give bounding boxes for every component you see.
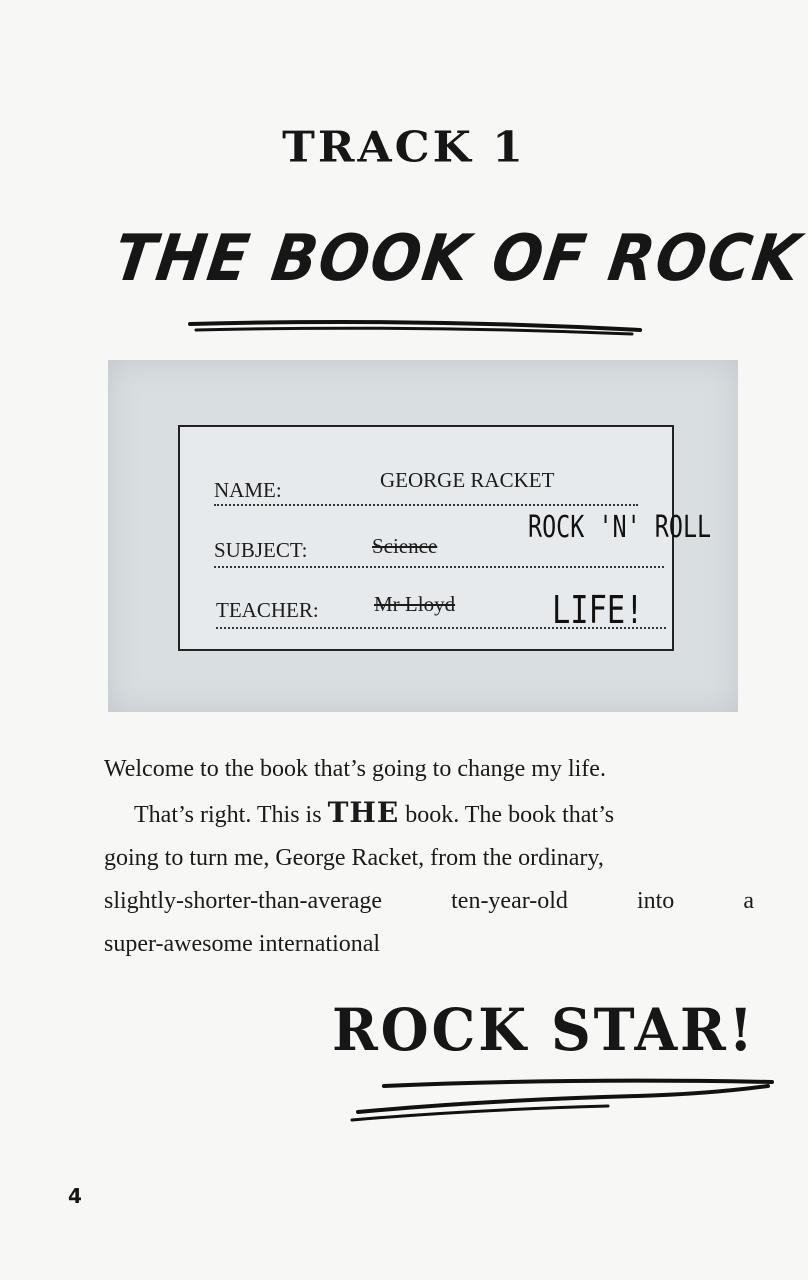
name-label: NAME: — [214, 478, 282, 502]
name-dotted-line — [214, 504, 638, 506]
body-text — [104, 748, 754, 966]
teacher-dotted-line — [216, 627, 666, 629]
teacher-struck-value: Mr Lloyd — [374, 592, 456, 616]
body-line: slightly-shorter-than-average ten-year-old into a — [104, 888, 754, 914]
subject-handwritten: ROCK 'N' ROLL — [528, 510, 712, 545]
name-value: GEORGE RACKET — [380, 468, 555, 492]
subject-label: SUBJECT: — [214, 538, 308, 562]
teacher-label: TEACHER: — [216, 598, 319, 622]
body-text-span: That’s right. This is — [134, 802, 322, 828]
emphasis-the: THE — [327, 796, 400, 829]
title-underline — [186, 316, 646, 338]
body-line: Welcome to the book that’s going to change my life. — [104, 756, 606, 782]
body-line — [104, 791, 754, 837]
body-text-span: book. The book that’s — [405, 802, 615, 828]
subject-struck-value: Science — [372, 534, 438, 558]
chapter-title: THE BOOK OF ROCK — [109, 222, 806, 296]
body-line: super-awesome international — [104, 931, 381, 957]
rock-star-heading: ROCK STAR! — [332, 996, 756, 1064]
teacher-handwritten: LIFE! — [552, 588, 644, 632]
body-line: going to turn me, George Racket, from the ordinary, — [104, 845, 604, 871]
chapter-track: TRACK 1 — [282, 123, 526, 172]
page-number: 4 — [68, 1184, 82, 1208]
subject-dotted-line — [214, 566, 664, 568]
rock-star-underline — [348, 1076, 778, 1126]
